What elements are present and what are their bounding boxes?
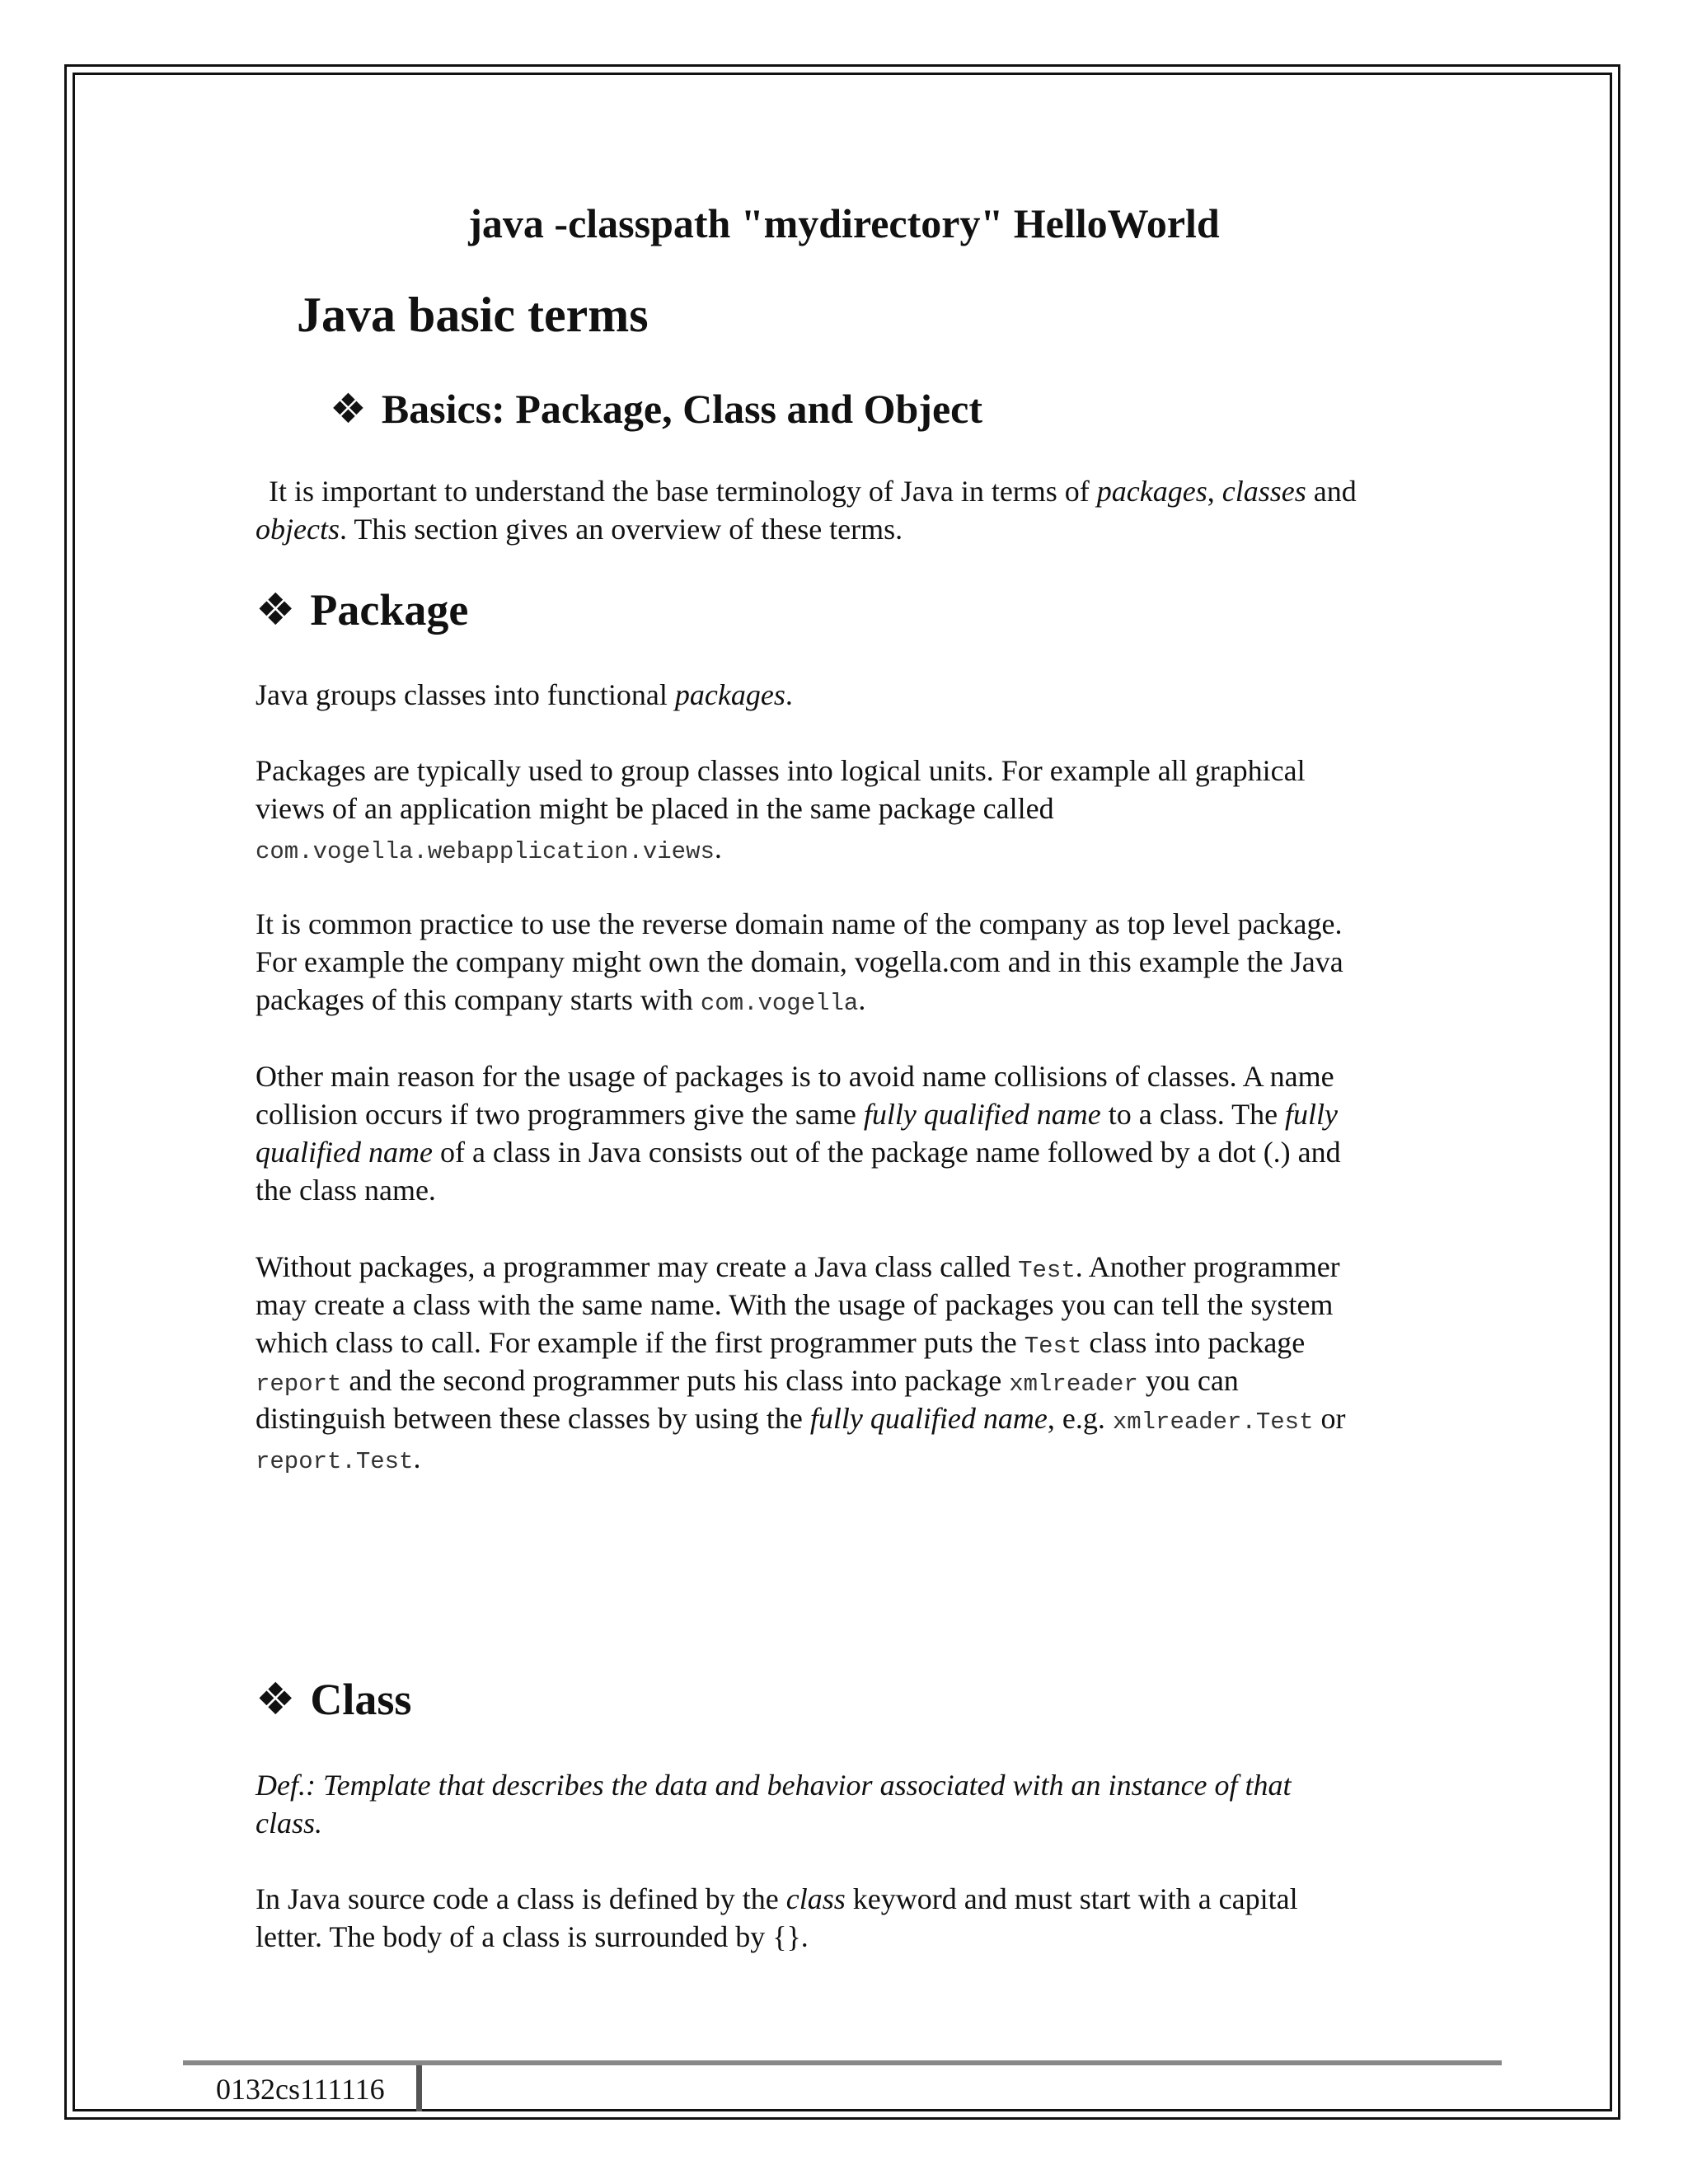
code-package-name: report	[256, 1371, 342, 1398]
code-qualified-class: report.Test	[256, 1448, 414, 1475]
code-package-name: com.vogella.webapplication.views	[256, 838, 715, 865]
paragraph-text: .	[413, 1441, 421, 1474]
paragraph-text: which class to call. For example if the first programmer puts the	[256, 1326, 1025, 1359]
paragraph-text: packages of this company starts with	[256, 983, 701, 1016]
paragraph-text: of a class in Java consists out of the package name followed by a dot (.) and	[432, 1136, 1341, 1169]
paragraph-text: .	[785, 678, 793, 711]
class-p1-line-2: letter. The body of a class is surrounded by {}.	[256, 1920, 809, 1953]
package-heading-text: Package	[310, 585, 469, 635]
term-fully-qualified-name: fully qualified name	[809, 1402, 1048, 1435]
paragraph-text: Without packages, a programmer may create a Java class called	[256, 1250, 1019, 1283]
package-p5-line-5	[256, 1399, 1345, 1441]
package-p3-line-2: For example the company might own the domain, vogella.com and in this example the Java	[256, 945, 1343, 978]
code-class-name: Test	[1024, 1333, 1082, 1360]
intro-term-classes: classes	[1221, 475, 1306, 508]
package-p4-line-2	[256, 1095, 1338, 1133]
class-heading-text: Class	[310, 1675, 412, 1724]
diamond-bullet-icon: ❖	[256, 583, 296, 635]
paragraph-text: distinguish between these classes by using the	[256, 1402, 810, 1435]
footer-page-id: 0132cs111116	[216, 2073, 385, 2106]
intro-term-packages: packages	[1096, 475, 1207, 508]
package-p5-line-2: may create a class with the same name. With the usage of packages you can tell the system	[256, 1288, 1334, 1321]
paragraph-text: In Java source code a class is defined by the	[256, 1882, 786, 1915]
term-fully-qualified-name: fully qualified name	[863, 1098, 1101, 1131]
package-p5-line-1	[256, 1248, 1340, 1290]
paragraph-text: or	[1313, 1402, 1346, 1435]
basics-heading-text: Basics: Package, Class and Object	[381, 386, 982, 432]
intro-term-objects: objects	[256, 513, 340, 546]
paragraph-text: you can	[1137, 1364, 1239, 1397]
intro-text: . This section gives an overview of these terms.	[339, 513, 903, 546]
term-qualified-name: qualified name	[256, 1136, 433, 1169]
package-p2-line-2: views of an application might be placed in the same package called	[256, 792, 1054, 825]
diamond-bullet-icon: ❖	[256, 1673, 296, 1725]
package-p5-line-4	[256, 1361, 1239, 1404]
paragraph-text: .	[714, 832, 722, 865]
class-definition-line-1: Def.: Template that describes the data and behavior associated with an instance of that	[256, 1769, 1292, 1802]
class-heading	[256, 1671, 411, 1727]
package-p5-line-3	[256, 1324, 1305, 1366]
paragraph-text: collision occurs if two programmers give the same	[256, 1098, 864, 1131]
package-p2-line-3	[256, 829, 722, 871]
paragraph-text: Java groups classes into functional	[256, 678, 675, 711]
intro-text: It is important to understand the base terminology of Java in terms of	[269, 475, 1097, 508]
package-p1	[256, 676, 793, 714]
basics-heading	[330, 382, 982, 435]
package-p3-line-1: It is common practice to use the reverse domain name of the company as top level package.	[256, 907, 1343, 940]
term-fully: fully	[1285, 1098, 1339, 1131]
paragraph-text: , e.g.	[1047, 1402, 1113, 1435]
package-p3-line-3	[256, 981, 865, 1023]
package-p4-line-3	[256, 1133, 1341, 1171]
code-class-name: Test	[1018, 1257, 1076, 1284]
paragraph-text: . Another programmer	[1075, 1250, 1340, 1283]
code-qualified-class: xmlreader.Test	[1112, 1408, 1314, 1436]
class-definition-line-2: class.	[256, 1807, 322, 1840]
paragraph-text: .	[858, 983, 866, 1016]
term-class-keyword: class	[785, 1882, 846, 1915]
paragraph-text: class into package	[1081, 1326, 1306, 1359]
package-p4-line-1: Other main reason for the usage of packages is to avoid name collisions of classes. A name	[256, 1060, 1334, 1093]
paragraph-text: keyword and must start with a capital	[845, 1882, 1298, 1915]
intro-line-1	[269, 472, 1357, 510]
intro-and: and	[1306, 475, 1357, 508]
term-packages: packages	[674, 678, 785, 711]
diamond-bullet-icon: ❖	[330, 385, 367, 433]
package-heading	[256, 582, 468, 638]
page-title: Java basic terms	[297, 288, 649, 342]
intro-comma: ,	[1207, 475, 1222, 508]
paragraph-text: and the second programmer puts his class into package	[341, 1364, 1010, 1397]
package-p5-line-6	[256, 1439, 420, 1481]
paragraph-text: to a class. The	[1100, 1098, 1286, 1131]
command-line: java -classpath "mydirectory" HelloWorld	[468, 200, 1220, 246]
package-p2-line-1: Packages are typically used to group classes into logical units. For example all graphical	[256, 754, 1306, 787]
code-package-name: com.vogella	[700, 990, 859, 1017]
package-p4-line-4: the class name.	[256, 1174, 436, 1207]
class-p1-line-1	[256, 1880, 1298, 1918]
intro-line-2	[256, 510, 903, 548]
code-package-name: xmlreader	[1009, 1371, 1138, 1398]
